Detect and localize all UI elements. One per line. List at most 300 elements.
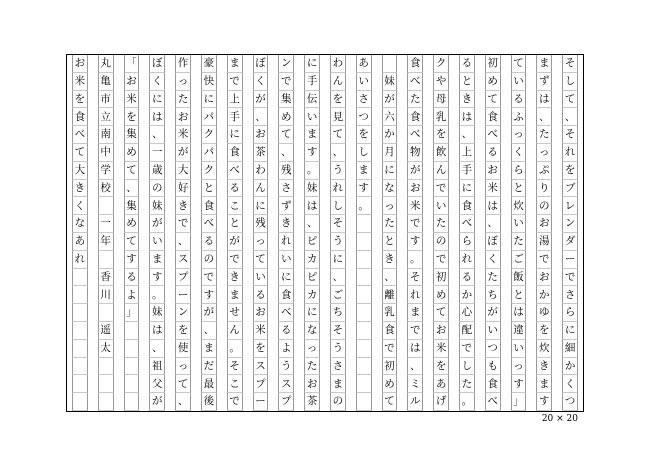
grid-cell: っ xyxy=(304,340,320,358)
grid-cell: を xyxy=(433,358,449,376)
grid-cell: る xyxy=(485,144,501,162)
grid-cell: に xyxy=(149,91,165,109)
grid-cell: で xyxy=(459,340,475,358)
grid-cell: が xyxy=(485,304,501,322)
grid-cell: お xyxy=(253,304,269,322)
grid-cell: 配 xyxy=(459,322,475,340)
grid-cell: お xyxy=(124,73,140,91)
grid-cell xyxy=(356,269,372,287)
grid-cell: べ xyxy=(407,126,423,144)
grid-cell: す xyxy=(407,233,423,251)
grid-cell xyxy=(72,304,88,322)
manuscript-column xyxy=(227,55,243,411)
grid-cell: 見 xyxy=(330,108,346,126)
grid-cell: 手 xyxy=(227,108,243,126)
grid-cell: と xyxy=(382,233,398,251)
grid-cell: に xyxy=(459,180,475,198)
grid-cell: っ xyxy=(382,197,398,215)
grid-cell: い xyxy=(485,322,501,340)
grid-cell: 。 xyxy=(459,393,475,411)
grid-cell: を xyxy=(433,126,449,144)
grid-cell: 」 xyxy=(124,304,140,322)
grid-cell: る xyxy=(227,180,243,198)
grid-cell: も xyxy=(485,358,501,376)
grid-cell: 。 xyxy=(407,251,423,269)
grid-cell: め xyxy=(278,108,294,126)
grid-cell: あ xyxy=(433,375,449,393)
grid-cell: 初 xyxy=(382,358,398,376)
grid-cell: ダ xyxy=(562,233,578,251)
grid-cell: 米 xyxy=(485,180,501,198)
grid-cell: さ xyxy=(356,91,372,109)
grid-cell: 食 xyxy=(72,108,88,126)
grid-cell: 、 xyxy=(382,269,398,287)
grid-cell: ま xyxy=(536,55,552,73)
grid-cell: ま xyxy=(227,286,243,304)
grid-cell: た xyxy=(459,375,475,393)
grid-cell: う xyxy=(330,162,346,180)
grid-cell: 学 xyxy=(98,162,114,180)
manuscript-column xyxy=(175,55,191,411)
grid-cell: 一 xyxy=(149,144,165,162)
grid-cell: 快 xyxy=(201,73,217,91)
manuscript-column xyxy=(304,55,320,411)
grid-cell: 歳 xyxy=(149,162,165,180)
grid-cell: に xyxy=(330,251,346,269)
grid-cell: パ xyxy=(201,144,217,162)
grid-cell: に xyxy=(227,126,243,144)
grid-cell: が xyxy=(201,304,217,322)
grid-cell: ふ xyxy=(511,108,527,126)
grid-cell xyxy=(124,322,140,340)
grid-cell: う xyxy=(330,233,346,251)
grid-cell: を xyxy=(253,340,269,358)
grid-cell: 丸 xyxy=(98,55,114,73)
grid-cell: ず xyxy=(536,73,552,91)
grid-cell: 米 xyxy=(175,126,191,144)
grid-cell: よ xyxy=(278,340,294,358)
grid-cell: す xyxy=(536,393,552,411)
grid-cell: 中 xyxy=(98,144,114,162)
grid-cell xyxy=(98,375,114,393)
grid-cell: 祖 xyxy=(149,358,165,376)
grid-cell: 飲 xyxy=(433,144,449,162)
grid-cell xyxy=(356,375,372,393)
grid-cell: ン xyxy=(175,304,191,322)
grid-cell: 食 xyxy=(407,55,423,73)
grid-cell xyxy=(72,358,88,376)
grid-cell: 年 xyxy=(98,233,114,251)
grid-cell: 。 xyxy=(356,197,372,215)
grid-cell: 食 xyxy=(485,108,501,126)
grid-cell: 豪 xyxy=(201,55,217,73)
grid-cell xyxy=(356,233,372,251)
grid-cell: い xyxy=(149,233,165,251)
grid-cell: ま xyxy=(407,304,423,322)
grid-cell: を xyxy=(330,91,346,109)
grid-cell: 立 xyxy=(98,108,114,126)
grid-cell: い xyxy=(511,73,527,91)
grid-cell: と xyxy=(201,180,217,198)
grid-cell: 残 xyxy=(253,215,269,233)
grid-cell xyxy=(98,197,114,215)
grid-cell: お xyxy=(304,375,320,393)
grid-cell: ち xyxy=(485,286,501,304)
grid-cell: て xyxy=(382,393,398,411)
grid-cell: が xyxy=(149,393,165,411)
grid-cell: べ xyxy=(407,73,423,91)
grid-cell: 、 xyxy=(562,108,578,126)
grid-cell: 食 xyxy=(201,197,217,215)
grid-cell: を xyxy=(124,108,140,126)
grid-cell: お xyxy=(485,162,501,180)
grid-cell: ん xyxy=(253,180,269,198)
grid-cell: 、 xyxy=(407,358,423,376)
grid-cell: 茶 xyxy=(253,144,269,162)
grid-cell: 集 xyxy=(124,126,140,144)
grid-cell: い xyxy=(356,73,372,91)
grid-cell: 南 xyxy=(98,126,114,144)
grid-cell: た xyxy=(511,233,527,251)
grid-cell: 校 xyxy=(98,180,114,198)
grid-cell: し xyxy=(562,73,578,91)
grid-cell: 太 xyxy=(98,340,114,358)
grid-cell: お xyxy=(536,215,552,233)
grid-cell: ク xyxy=(433,55,449,73)
manuscript-column xyxy=(201,55,217,411)
grid-cell: で xyxy=(227,393,243,411)
grid-cell: ピ xyxy=(304,233,320,251)
grid-cell: で xyxy=(201,269,217,287)
grid-cell: ス xyxy=(175,251,191,269)
grid-cell: さ xyxy=(278,180,294,198)
grid-cell: 、 xyxy=(459,126,475,144)
grid-cell: た xyxy=(407,91,423,109)
grid-cell: べ xyxy=(227,162,243,180)
grid-cell: せ xyxy=(227,304,243,322)
grid-cell: 食 xyxy=(382,322,398,340)
grid-cell: そ xyxy=(330,322,346,340)
grid-cell: て xyxy=(124,233,140,251)
manuscript-column xyxy=(356,55,372,411)
grid-cell: か xyxy=(459,286,475,304)
grid-cell xyxy=(98,304,114,322)
grid-cell: て xyxy=(562,91,578,109)
grid-cell: と xyxy=(511,180,527,198)
grid-cell: 、 xyxy=(485,215,501,233)
grid-cell: べ xyxy=(201,215,217,233)
grid-cell: て xyxy=(278,126,294,144)
grid-cell: な xyxy=(304,322,320,340)
grid-cell: て xyxy=(330,126,346,144)
grid-cell: ス xyxy=(278,375,294,393)
grid-cell: で xyxy=(382,340,398,358)
grid-cell: し xyxy=(356,144,372,162)
grid-cell: 父 xyxy=(149,375,165,393)
grid-cell: ま xyxy=(227,55,243,73)
grid-cell: あ xyxy=(356,55,372,73)
manuscript-column xyxy=(124,55,140,411)
grid-cell: そ xyxy=(227,358,243,376)
grid-cell: 初 xyxy=(433,269,449,287)
grid-cell: く xyxy=(485,251,501,269)
grid-cell: 違 xyxy=(511,322,527,340)
grid-cell: く xyxy=(72,197,88,215)
grid-cell: す xyxy=(304,144,320,162)
grid-cell: 、 xyxy=(149,126,165,144)
grid-cell: れ xyxy=(562,144,578,162)
grid-cell: た xyxy=(485,269,501,287)
grid-cell: く xyxy=(562,375,578,393)
grid-cell: ク xyxy=(201,126,217,144)
manuscript-column xyxy=(511,55,527,411)
grid-cell: 、 xyxy=(536,108,552,126)
grid-cell: が xyxy=(407,162,423,180)
grid-cell: る xyxy=(201,233,217,251)
grid-cell xyxy=(124,358,140,376)
grid-cell: は xyxy=(511,304,527,322)
grid-cell: 湯 xyxy=(536,233,552,251)
grid-cell: め xyxy=(382,375,398,393)
grid-cell: め xyxy=(124,215,140,233)
grid-cell: か xyxy=(382,126,398,144)
grid-cell: し xyxy=(459,358,475,376)
grid-cell: て xyxy=(433,304,449,322)
grid-cell: に xyxy=(304,304,320,322)
grid-cell: て xyxy=(253,251,269,269)
grid-cell xyxy=(72,269,88,287)
grid-cell: べ xyxy=(485,126,501,144)
grid-cell: う xyxy=(330,340,346,358)
grid-cell: レ xyxy=(562,197,578,215)
grid-cell: る xyxy=(459,269,475,287)
grid-cell: り xyxy=(536,180,552,198)
grid-cell: く xyxy=(149,73,165,91)
grid-cell: る xyxy=(124,269,140,287)
grid-cell: お xyxy=(175,108,191,126)
grid-cell: 残 xyxy=(278,162,294,180)
grid-cell: だ xyxy=(201,358,217,376)
grid-cell xyxy=(124,340,140,358)
grid-cell: そ xyxy=(562,55,578,73)
grid-cell: ま xyxy=(304,126,320,144)
grid-cell: ス xyxy=(253,358,269,376)
grid-cell: 、 xyxy=(175,233,191,251)
grid-cell: プ xyxy=(278,393,294,411)
grid-cell: 好 xyxy=(175,180,191,198)
grid-cell xyxy=(356,358,372,376)
grid-cell: と xyxy=(227,215,243,233)
grid-cell: 一 xyxy=(98,215,114,233)
grid-cell xyxy=(72,322,88,340)
grid-cell: ゆ xyxy=(536,304,552,322)
grid-cell: つ xyxy=(562,393,578,411)
grid-cell: は xyxy=(536,91,552,109)
grid-cell: 「 xyxy=(124,55,140,73)
grid-cell: は xyxy=(149,108,165,126)
grid-cell: で xyxy=(433,180,449,198)
grid-cell: 川 xyxy=(98,286,114,304)
grid-cell: で xyxy=(175,215,191,233)
grid-cell: の xyxy=(149,180,165,198)
grid-cell: 。 xyxy=(227,340,243,358)
grid-cell: わ xyxy=(330,55,346,73)
grid-cell: を xyxy=(536,322,552,340)
grid-cell: さ xyxy=(562,286,578,304)
grid-cell: パ xyxy=(201,108,217,126)
grid-cell xyxy=(72,375,88,393)
grid-cell: う xyxy=(278,358,294,376)
grid-cell: カ xyxy=(304,251,320,269)
grid-cell: 米 xyxy=(72,73,88,91)
grid-cell: て xyxy=(175,375,191,393)
grid-cell: で xyxy=(227,251,243,269)
grid-cell: 炊 xyxy=(511,197,527,215)
grid-cell: 手 xyxy=(304,73,320,91)
manuscript-column xyxy=(98,55,114,411)
grid-cell: 食 xyxy=(485,375,501,393)
grid-cell: を xyxy=(175,322,191,340)
grid-cell: が xyxy=(227,233,243,251)
grid-cell: れ xyxy=(459,251,475,269)
grid-cell: ク xyxy=(201,162,217,180)
grid-cell: す xyxy=(201,286,217,304)
grid-cell: お xyxy=(253,126,269,144)
grid-cell: と xyxy=(511,286,527,304)
grid-cell xyxy=(72,340,88,358)
grid-cell: 、 xyxy=(278,144,294,162)
grid-cell: る xyxy=(253,286,269,304)
grid-cell: す xyxy=(356,180,372,198)
grid-cell: 」 xyxy=(511,393,527,411)
grid-cell: 妹 xyxy=(149,197,165,215)
grid-cell: 茶 xyxy=(304,393,320,411)
grid-cell: 、 xyxy=(124,180,140,198)
grid-cell: に xyxy=(201,91,217,109)
grid-cell: 。 xyxy=(149,286,165,304)
grid-cell: が xyxy=(149,215,165,233)
grid-cell: ー xyxy=(562,251,578,269)
grid-cell: 最 xyxy=(201,375,217,393)
grid-cell xyxy=(98,358,114,376)
grid-cell: に xyxy=(304,55,320,73)
grid-cell: 米 xyxy=(124,91,140,109)
grid-cell: き xyxy=(175,197,191,215)
grid-cell: お xyxy=(536,269,552,287)
grid-cell: め xyxy=(124,144,140,162)
grid-cell: ミ xyxy=(407,375,423,393)
grid-cell: 乳 xyxy=(433,108,449,126)
grid-cell: ま xyxy=(201,340,217,358)
grid-cell: 炊 xyxy=(536,340,552,358)
grid-cell: め xyxy=(485,73,501,91)
grid-cell: ぼ xyxy=(485,233,501,251)
grid-cell: て xyxy=(511,55,527,73)
grid-cell: 上 xyxy=(227,91,243,109)
grid-cell: い xyxy=(253,269,269,287)
grid-cell: を xyxy=(356,126,372,144)
grid-cell: 上 xyxy=(459,144,475,162)
grid-cell: 飯 xyxy=(511,269,527,287)
manuscript-column xyxy=(459,55,475,411)
grid-cell: ぼ xyxy=(253,55,269,73)
manuscript-column xyxy=(330,55,346,411)
grid-cell: 細 xyxy=(562,340,578,358)
grid-cell xyxy=(356,340,372,358)
grid-cell: 食 xyxy=(459,197,475,215)
grid-cell: る xyxy=(459,55,475,73)
manuscript-column xyxy=(253,55,269,411)
grid-cell: で xyxy=(433,251,449,269)
grid-cell: で xyxy=(407,322,423,340)
grid-cell: て xyxy=(72,144,88,162)
grid-cell: は xyxy=(149,322,165,340)
grid-cell: ん xyxy=(330,73,346,91)
grid-cell: て xyxy=(124,162,140,180)
grid-cell xyxy=(356,304,372,322)
grid-cell: 心 xyxy=(459,304,475,322)
grid-cell: 遥 xyxy=(98,322,114,340)
grid-cell: お xyxy=(407,180,423,198)
grid-cell xyxy=(72,393,88,411)
grid-cell: 食 xyxy=(227,144,243,162)
grid-cell: で xyxy=(407,215,423,233)
grid-cell: き xyxy=(72,180,88,198)
grid-cell: ま xyxy=(149,251,165,269)
grid-cell: 米 xyxy=(253,322,269,340)
grid-cell: ん xyxy=(227,322,243,340)
grid-cell: に xyxy=(253,197,269,215)
grid-cell: ー xyxy=(175,286,191,304)
grid-cell: で xyxy=(227,73,243,91)
grid-cell: あ xyxy=(72,233,88,251)
grid-cell xyxy=(124,375,140,393)
grid-cell: の xyxy=(536,197,552,215)
grid-cell: ら xyxy=(511,162,527,180)
grid-cell: カ xyxy=(304,286,320,304)
grid-cell: き xyxy=(459,91,475,109)
grid-cell: 、 xyxy=(330,269,346,287)
grid-cell: 手 xyxy=(459,162,475,180)
grid-cell: 乳 xyxy=(382,304,398,322)
grid-cell: っ xyxy=(175,358,191,376)
grid-cell: い xyxy=(511,215,527,233)
grid-cell: は xyxy=(485,197,501,215)
grid-cell: っ xyxy=(253,233,269,251)
grid-cell xyxy=(356,393,372,411)
grid-cell: ご xyxy=(330,286,346,304)
grid-cell: ら xyxy=(459,233,475,251)
grid-cell: べ xyxy=(459,215,475,233)
grid-cell xyxy=(356,322,372,340)
grid-cell: べ xyxy=(72,126,88,144)
grid-cell: さ xyxy=(330,358,346,376)
grid-cell: っ xyxy=(511,126,527,144)
grid-cell: 作 xyxy=(175,55,191,73)
grid-cell: た xyxy=(536,126,552,144)
grid-cell: い xyxy=(278,251,294,269)
grid-cell xyxy=(356,286,372,304)
grid-cell: き xyxy=(382,251,398,269)
grid-cell: る xyxy=(278,322,294,340)
grid-cell: 後 xyxy=(201,393,217,411)
grid-cell: ル xyxy=(407,393,423,411)
grid-cell: が xyxy=(253,91,269,109)
grid-cell: 食 xyxy=(278,286,294,304)
grid-cell: ピ xyxy=(304,269,320,287)
grid-cell: は xyxy=(407,340,423,358)
grid-cell: つ xyxy=(485,340,501,358)
